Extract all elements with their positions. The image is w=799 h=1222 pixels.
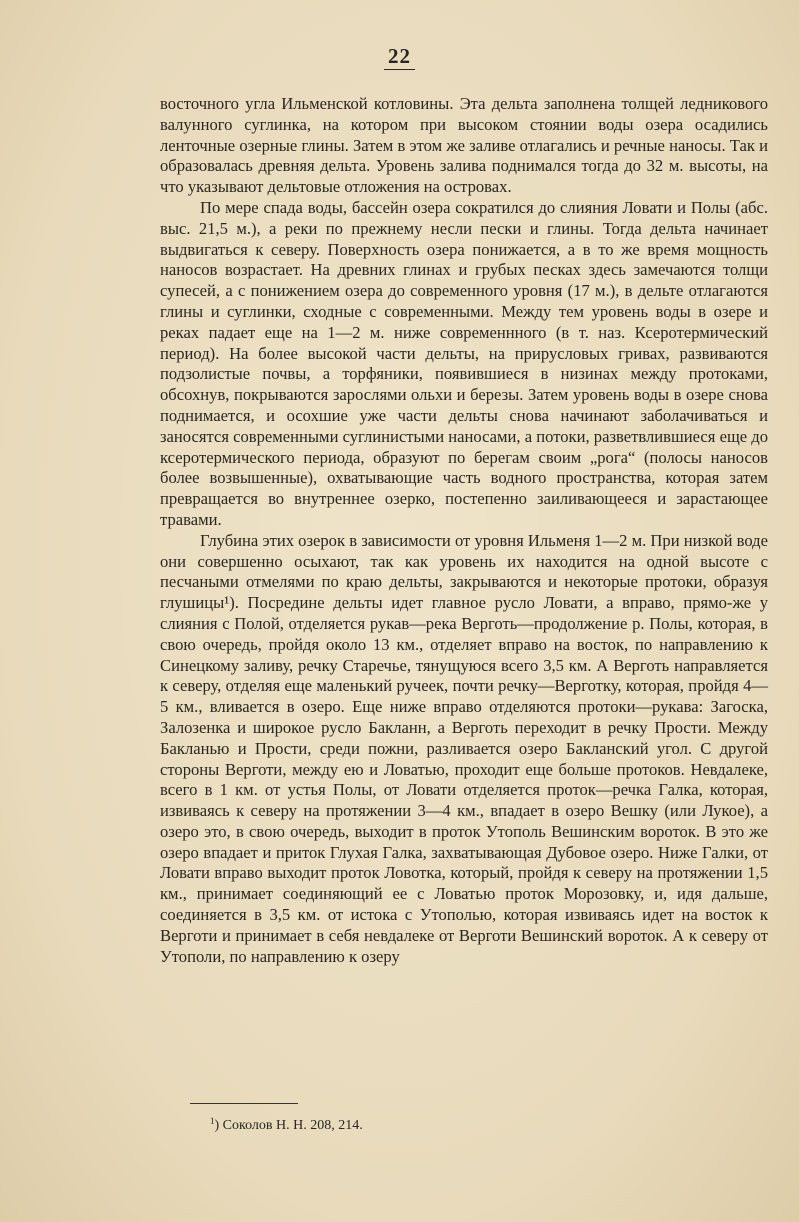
footnote-text: ) Соколов Н. Н. 208, 214. [214,1118,363,1133]
footnote [210,1112,710,1135]
body-text [160,94,768,967]
paragraph-1: восточного угла Ильменской котловины. Эта дельта заполнена толщей ледникового валунного суглинка, на котором при высоком стоянии воды озера осадились ленточные озерные глины. Затем в этом же заливе отлагались и речные наносы. Так и образовалась древняя дельта. Уровень залива поднимался тогда до 32 м. высоты, на что указывают дельтовые отложения на островах. [160,94,768,197]
footnote-rule [190,1103,298,1104]
paragraph-2: По мере спада воды, бассейн озера сократился до слияния Ловати и Полы (абс. выс. 21,5 м.), а реки по прежнему несли пески и глины. Тогда дельта начинает выдвигаться к северу. Поверхность озера понижается, а в то же время мощность наносов возрастает. На древних глинах и грубых песках здесь замечаются толщи супесей, а с понижением озера до современного уровня (17 м.), в дельте отлагаются глины и суглинки, сходные с современными. Между тем уровень воды в озере и реках падает еще на 1—2 м. ниже современнного (в т. наз. Ксеротермический период). На более высокой части дельты, на прирусловых гривах, развиваются подзолистые почвы, а торфяники, появившиеся в низинах между протоками, обсохнув, покрываются зарослями ольхи и березы. Затем уровень воды в озере снова поднимается, и осохшие уже части дельты снова начинают заболачиваться и заносятся современными суглинистыми наносами, а потоки, разветвлившиеся еще до ксеротермического периода, образуют по берегам своим „рога“ (полосы наносов более возвышенные), охватывающие часть водного пространства, которая затем превращается во внутреннее озерко, постепенно заиливающееся и зарастающее травами. [160,197,768,529]
paragraph-3: Глубина этих озерок в зависимости от уровня Ильменя 1—2 м. При низкой воде они совершенно осыхают, так как уровень их находится на одной высоте с песчаными отмелями по краю дельты, закрываются и некоторые протоки, образуя глушицы¹). Посредине дельты идет главное русло Ловати, а вправо, прямо-же у слияния с Полой, отделяется рукав—река Верготь—продолжение р. Полы, которая, в свою очередь, пройдя около 13 км., отделяет вправо на восток, по направлению к Синецкому заливу, речку Старечье, тянущуюся всего 3,5 км. А Верготь направляется к северу, отделяя еще маленький ручеек, почти речку—Верготку, которая, пройдя 4—5 км., вливается в озеро. Еще ниже вправо отделяются протоки—рукава: Загоска, Залозенка и широкое русло Бакланн, а Верготь переходит в речку Прости. Между Бакланью и Прости, среди пожни, разливается озеро Бакланский угол. С другой стороны Верготи, между ею и Ловатью, проходит еще больше протоков. Невдалеке, всего в 1 км. от устья Полы, от Ловати отделяется проток—речка Галка, которая, извиваясь к северу на протяжении 3—4 км., впадает в озеро Вешку (или Лукое), а озеро это, в свою очередь, выходит в проток Утополь Вешинским вороток. В это же озеро впадает и приток Глухая Галка, захватывающая Дубовое озеро. Ниже Галки, от Ловати вправо выходит проток Ловотка, который, пройдя к северу на протяжении 1,5 км., принимает соединяющий ее с Ловатью проток Морозовку, и, идя дальше, соединяется в 3,5 км. от истока с Утополью, которая извиваясь идет на восток к Верготи и принимает в себя невдалеке от Верготи Вешинский вороток. А к северу от Утополи, по направлению к озеру [160,530,768,966]
footnote-marker: 1 [210,1116,215,1126]
page-number: 22 [0,44,799,69]
